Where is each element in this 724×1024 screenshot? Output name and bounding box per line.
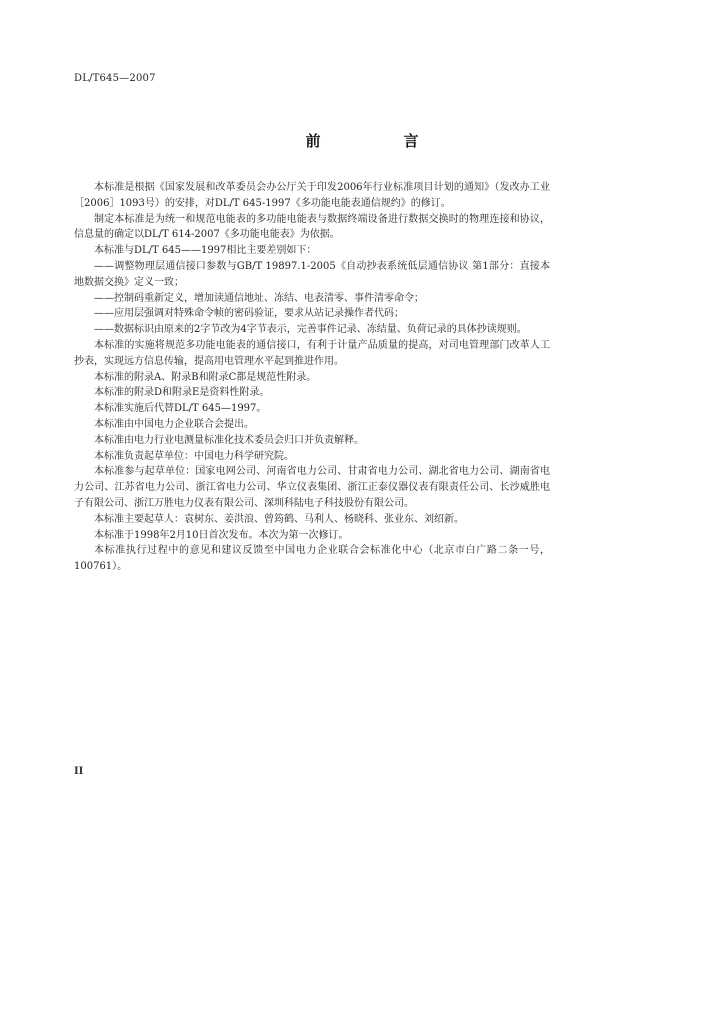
paragraph: ——应用层强调对特殊命令帧的密码验证，要求从站记录操作者代码； [94,308,404,320]
paragraph: 本标准参与起草单位：国家电网公司、河南省电力公司、甘肃省电力公司、湖北省电力公司、湖南省电力公司、江苏省电力公司、浙江省电力公司、华立仪表集团、浙江正泰仪器仪表有限责任公司、长沙威胜电子有限公司、浙江万胜电力仪表有限公司、深圳科陆电子科技股份有限公司。 [74,466,550,509]
foreword-body [74,180,550,575]
document-code-header: DL/T645—2007 [74,73,156,84]
paragraph: 本标准执行过程中的意见和建议反馈至中国电力企业联合会标准化中心（北京市白广路二条一号，100761）。 [74,545,550,573]
paragraph: ——控制码重新定义，增加读通信地址、冻结、电表清零、事件清零命令； [94,292,424,304]
paragraph: 制定本标准是为统一和规范电能表的多功能电能表与数据终端设备进行数据交换时的物理连接和协议，信息量的确定以DL/T 614-2007《多功能电能表》为依据。 [74,213,550,241]
paragraph: 本标准是根据《国家发展和改革委员会办公厅关于印发2006年行业标准项目计划的通知》（发改办工业［2006］1093号）的安排，对DL/T 645-1997《多功能电能表通信规约》的修订。 [74,182,550,209]
paragraph: 本标准由中国电力企业联合会提出。 [94,418,254,430]
paragraph: 本标准实施后代替DL/T 645—1997。 [94,403,267,415]
paragraph: 本标准的附录D和附录E是资料性附录。 [94,387,270,399]
paragraph: ——数据标识由原来的2字节改为4字节表示，完善事件记录、冻结量、负荷记录的具体抄读规则。 [94,324,527,336]
paragraph: 本标准的实施将规范多功能电能表的通信接口，有利于计量产品质量的提高，对司电管理部门改革人工抄表，实现远方信息传输，提高用电管理水平起到推进作用。 [74,339,550,367]
paragraph: 本标准于1998年2月10日首次发布。本次为第一次修订。 [94,529,349,541]
paragraph: 本标准负责起草单位：中国电力科学研究院。 [94,450,294,462]
page-title: 前 言 [305,132,453,150]
paragraph: 本标准由电力行业电测量标准化技术委员会归口并负责解释。 [94,434,364,446]
paragraph: 本标准与DL/T 645——1997相比主要差别如下： [94,245,317,257]
page-number: II [74,766,84,777]
paragraph: 本标准的附录A、附录B和附录C都是规范性附录。 [94,371,317,383]
paragraph: 本标准主要起草人：袁树东、姜洪浪、曾筠鹤、马利人、杨晓科、张业东、刘绍新。 [94,513,464,525]
paragraph: ——调整物理层通信接口参数与GB/T 19897.1-2005《自动抄表系统低层通信协议 第1部分：直接本地数据交换》定义一致； [74,260,550,288]
